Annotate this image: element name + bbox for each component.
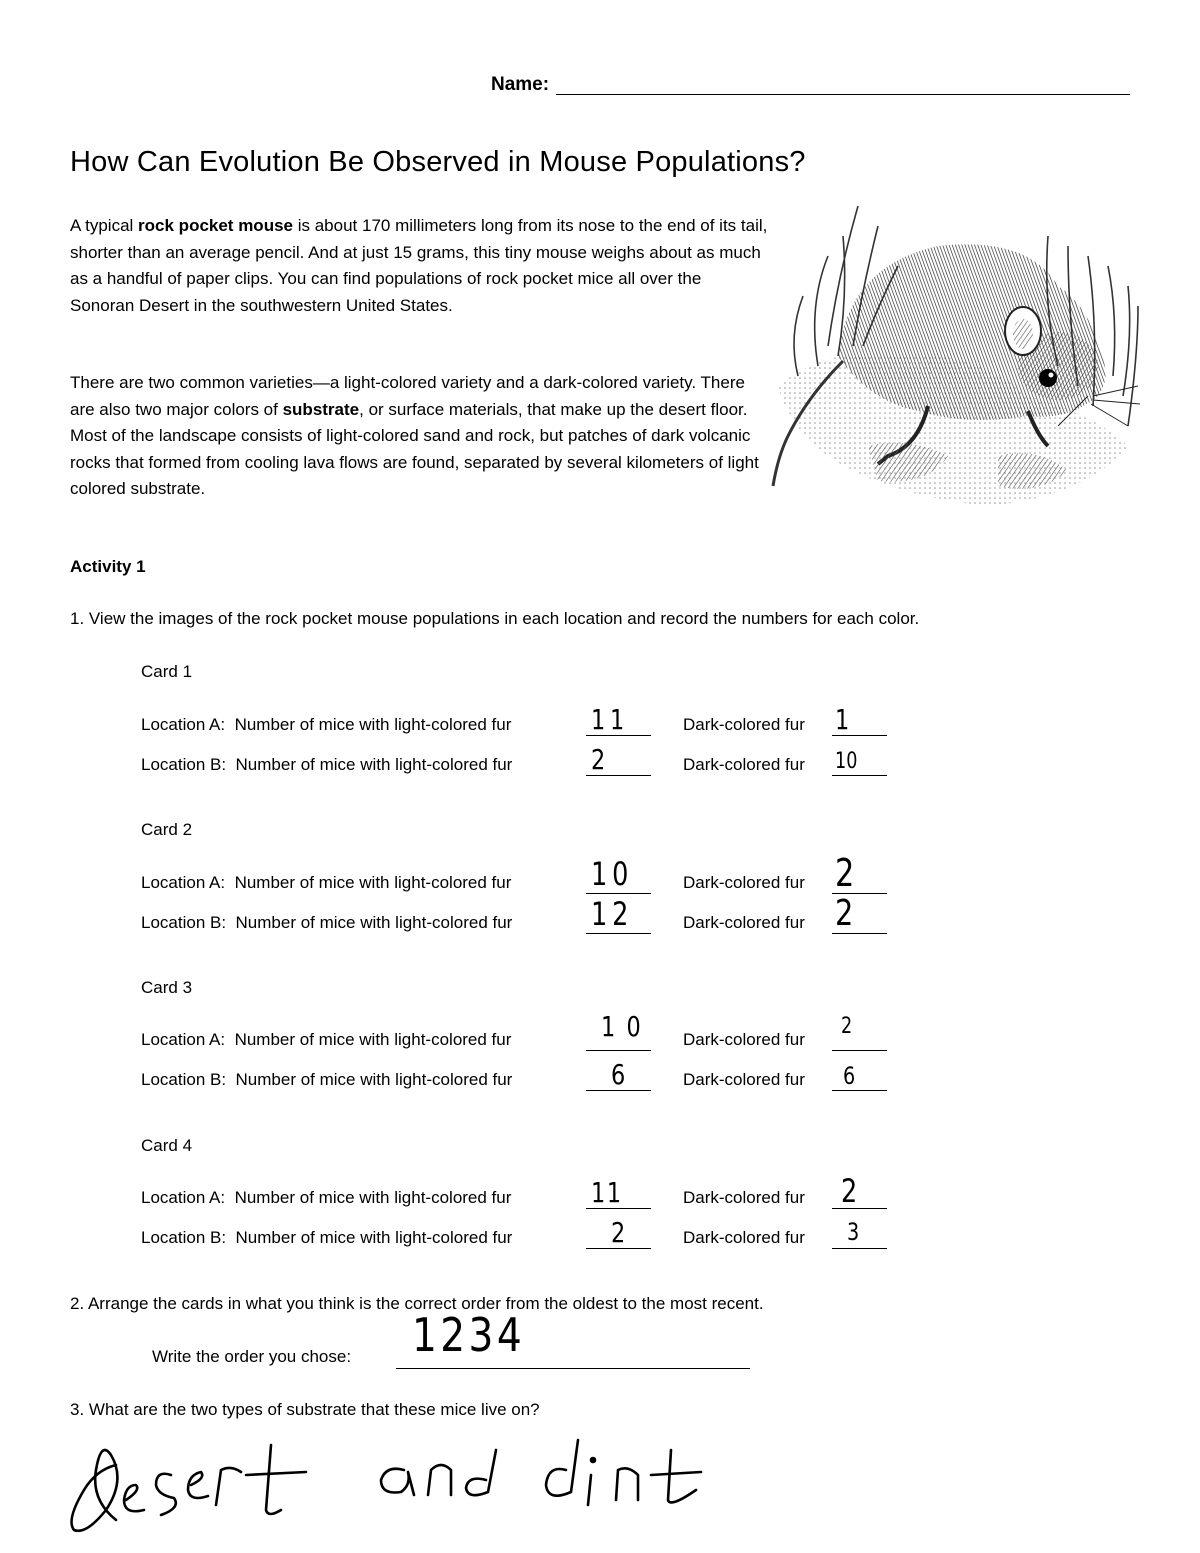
intro-paragraph-2: There are two common varieties—a light-colored variety and a dark-colored variety. There are also two major colors of substrate, or surface materials, that make up the desert floor. Most of the landscape consists of light-colored sand and rock, but patches of dark volcanic rocks that formed from cooling lava flows are found, separated by several kilometers of light colored substrate.: [70, 373, 759, 499]
handwritten-answer: 2: [611, 1216, 631, 1249]
name-field[interactable]: [556, 94, 1130, 95]
handwritten-answer: 2: [835, 851, 855, 895]
handwritten-answer: 12: [591, 895, 634, 933]
handwritten-answer: 10: [835, 749, 858, 774]
handwritten-answer: 1: [835, 703, 850, 736]
page-title: How Can Evolution Be Observed in Mouse Populations?: [70, 146, 806, 178]
card-1-label: Card 1: [141, 662, 193, 681]
intro-paragraph-1: A typical rock pocket mouse is about 170 millimeters long from its nose to the end of its tail, shorter than an average pencil. And at just 15 grams, this tiny mouse weighs about as much as a handful of paper clips. You can find populations of rock pocket mice all over the Sonoran Desert in the southwestern United States.: [70, 216, 768, 315]
card-2-label: Card 2: [141, 820, 193, 839]
rock-pocket-mouse-illustration: [768, 196, 1150, 514]
dark-fur-field[interactable]: [832, 775, 887, 776]
order-field[interactable]: [396, 1368, 750, 1369]
light-fur-field[interactable]: [586, 893, 651, 894]
order-label: Write the order you chose:: [152, 1347, 352, 1366]
activity-heading: Activity 1: [70, 557, 146, 576]
handwritten-answer: 11: [591, 1176, 623, 1209]
card-2-row-a: Location A: Number of mice with light-colored fur 10 Dark-colored fur 2: [141, 873, 901, 897]
handwritten-answer: 10: [591, 855, 634, 893]
handwritten-order-answer: 1234: [412, 1308, 526, 1362]
handwritten-answer: 2: [835, 893, 854, 934]
handwritten-answer-3: [56, 1430, 716, 1540]
dark-fur-field[interactable]: [832, 1050, 887, 1051]
handwritten-answer: 10: [601, 1010, 652, 1043]
card-3-row-a: Location A: Number of mice with light-colored fur 10 Dark-colored fur 2: [141, 1030, 901, 1054]
light-fur-field[interactable]: [586, 933, 651, 934]
light-fur-field[interactable]: [586, 1050, 651, 1051]
question-1: 1. View the images of the rock pocket mouse populations in each location and record the numbers for each color.: [70, 609, 920, 628]
handwritten-answer: 2: [841, 1172, 858, 1210]
card-2-row-b: Location B: Number of mice with light-colored fur 12 Dark-colored fur 2: [141, 913, 901, 937]
handwritten-answer: 6: [843, 1062, 856, 1090]
handwritten-answer: 6: [611, 1058, 631, 1091]
dark-fur-field[interactable]: [832, 1248, 887, 1249]
handwritten-answer: 2: [841, 1014, 853, 1039]
card-1-row-b: Location B: Number of mice with light-colored fur 2 Dark-colored fur 10: [141, 755, 901, 779]
handwritten-answer: 11: [591, 703, 630, 736]
question-3: 3. What are the two types of substrate that these mice live on?: [70, 1400, 540, 1419]
card-4-label: Card 4: [141, 1136, 193, 1155]
card-1-row-a: Location A: Number of mice with light-colored fur 11 Dark-colored fur 1: [141, 715, 901, 739]
card-4-row-b: Location B: Number of mice with light-colored fur 2 Dark-colored fur 3: [141, 1228, 901, 1252]
handwritten-answer: 3: [847, 1218, 860, 1246]
dark-fur-field[interactable]: [832, 1090, 887, 1091]
name-label: Name:: [491, 74, 550, 95]
card-3-row-b: Location B: Number of mice with light-colored fur 6 Dark-colored fur 6: [141, 1070, 901, 1094]
handwritten-answer: 2: [591, 743, 611, 776]
question-2: 2. Arrange the cards in what you think is the correct order from the oldest to the most recent.: [70, 1294, 764, 1313]
card-4-row-a: Location A: Number of mice with light-colored fur 11 Dark-colored fur 2: [141, 1188, 901, 1212]
card-3-label: Card 3: [141, 978, 193, 997]
